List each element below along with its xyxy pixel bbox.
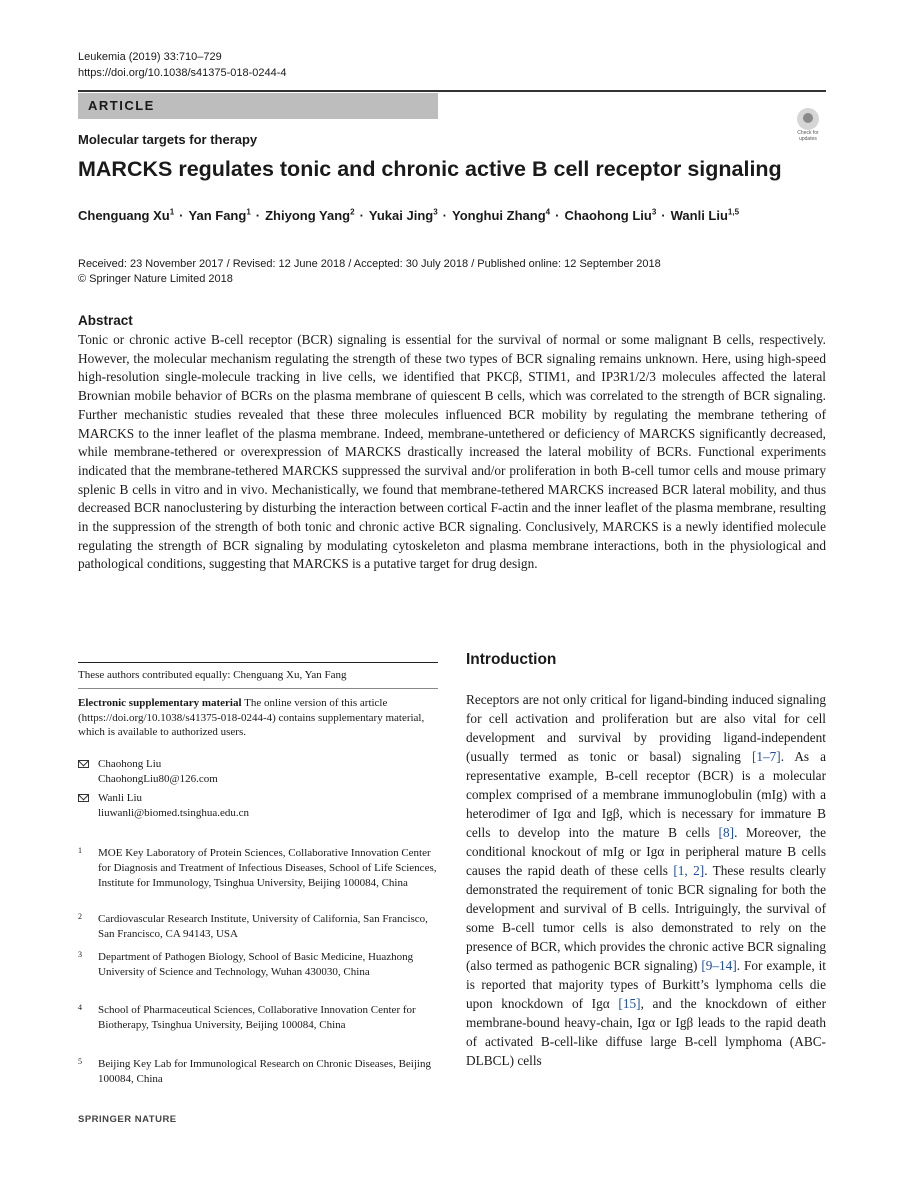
author-name[interactable]: Chenguang Xu$^1$: [78, 208, 175, 224]
affiliation-text: Cardiovascular Research Institute, University of California, San Francisco, San Francisco, CA 94143, USA: [98, 913, 428, 940]
envelope-icon: [78, 760, 89, 768]
introduction-heading: Introduction: [466, 651, 557, 668]
doi-link[interactable]: https://doi.org/10.1038/s41375-018-0244-4: [78, 67, 287, 79]
envelope-icon: [78, 794, 89, 802]
author-separator: ·: [555, 208, 560, 224]
author-name[interactable]: Yukai Jing$^3$: [368, 208, 438, 224]
publication-dates: Received: 23 November 2017 / Revised: 12 June 2018 / Accepted: 30 July 2018 / Published online: 12 September 2018: [78, 258, 661, 270]
author-separator: ·: [359, 208, 364, 224]
abstract-heading: Abstract: [78, 313, 133, 328]
publisher-logo: SPRINGER NATURE: [78, 1114, 177, 1125]
author-name[interactable]: Zhiyong Yang$^2$: [265, 208, 355, 224]
author-name[interactable]: Wanli Liu$^{1,5}$: [670, 208, 740, 224]
author-separator: ·: [661, 208, 666, 224]
author-separator: ·: [442, 208, 448, 224]
contact-email[interactable]: ChaohongLiu80@126.com: [98, 773, 218, 785]
contact-name: Wanli Liu: [98, 792, 143, 804]
author-name[interactable]: Yonghui Zhang$^4$: [452, 208, 551, 224]
section-label: Molecular targets for therapy: [78, 132, 258, 147]
esm-text: The online version of this article (https://doi.org/10.1038/s41375-018-0244-4) contains supplementary material, which is available to authorized users.: [78, 697, 425, 738]
citation-link[interactable]: [1, 2]: [673, 863, 705, 878]
author-name[interactable]: Yan Fang$^1$: [188, 208, 251, 224]
citation-link[interactable]: [1–7]: [751, 749, 781, 764]
affiliation-text: MOE Key Laboratory of Protein Sciences, Collaborative Innovation Center for Diagnosis and Treatment of Infectious Diseases, School of Life Sciences, Institute for Immunology, Tsinghua University, Beijing 100084, China: [98, 847, 437, 889]
article-type-label: ARTICLE: [88, 98, 155, 113]
affiliation-number: 3: [78, 950, 82, 959]
journal-citation: Leukemia (2019) 33:710–729: [78, 51, 222, 63]
affiliation-number: 5: [78, 1057, 82, 1066]
author-name[interactable]: Chaohong Liu$^3$: [564, 208, 657, 224]
esm-label: Electronic supplementary material: [78, 697, 242, 709]
article-type-bar: [78, 93, 438, 119]
footnote-rule: [78, 662, 438, 663]
equal-contribution-note: These authors contributed equally: Chenguang Xu, Yan Fang: [78, 669, 347, 681]
article-title: MARCKS regulates tonic and chronic active B cell receptor signaling: [78, 157, 782, 181]
author-separator: ·: [255, 208, 261, 224]
citation-link[interactable]: [9–14]: [701, 958, 737, 973]
affiliation-number: 2: [78, 912, 82, 921]
footnote-divider: [78, 688, 438, 689]
affiliation-number: 1: [78, 846, 82, 855]
check-for-updates-badge[interactable]: [790, 108, 826, 144]
introduction-text: Receptors are not only critical for ligand-binding induced signaling for cell activation and proliferation but are also vital for cell development and survival by providing ligand-independent (usually termed as tonic or basal) signaling [1–7]. As a representative example, B-cell receptor (BCR) is a molecular complex comprised of a membrane immunoglobulin (mIg) with a heterodimer of Igα and Igβ, which is necessary for immature B cells to develop into the mature B cells [8]. Moreover, the conditional knockout of mIg or Igα in peripheral mature B cells causes the rapid death of these cells [1, 2]. These results clearly demonstrated the requirement of tonic BCR signaling for both the development and survival of B cells. Intriguingly, the survival of some B-cell tumor cells is also demonstrated to rely on the presence of BCR, which provides the chronic active BCR signaling (also termed as pathogenic BCR signaling) [9–14]. For example, it is reported that majority types of Burkitt’s lymphoma cells die upon knockdown of Igα [15], and the knockdown of either membrane-bound heavy-chain, Igα or Igβ leads to the rapid death of activated B-cell-like diffuse large B-cell lymphoma (ABC-DLBCL) cells: [466, 692, 827, 1068]
affiliation-number: 4: [78, 1003, 82, 1012]
contact-name: Chaohong Liu: [98, 758, 162, 770]
supplementary-material-note: [78, 696, 438, 740]
contact-email[interactable]: liuwanli@biomed.tsinghua.edu.cn: [98, 807, 249, 819]
affiliation-text: School of Pharmaceutical Sciences, Collaborative Innovation Center for Biotherapy, Tsinghua University, Beijing 100084, China: [98, 1004, 416, 1031]
abstract-text: Tonic or chronic active B-cell receptor (BCR) signaling is essential for the survival of normal or some malignant B cells, respectively. However, the molecular mechanism regulating the strength of these two types of BCR signaling remains unknown. Here, using high-speed high-resolution single-molecule tracking in live cells, we identified that PKCβ, STIM1, and IP3R1/2/3 molecules affected the lateral Brownian mobile behavior of BCRs on the plasma membrane of quiescent B cells, which was correlated to the strength of BCR signaling. Further mechanistic studies revealed that these three molecules influenced BCR mobility by regulating the membrane tethering of MARCKS to the inner leaflet of the plasma membrane. Indeed, membrane-untethered or deficiency of MARCKS significantly decreased, while membrane-tethered or overexpression of MARCKS drastically increased the lateral mobility of BCRs. Functional experiments indicated that the membrane-tethered MARCKS suppressed the survival and/or proliferation in both B-cell tumor cells and mouse primary splenic B cells in vitro and in vivo. Mechanistically, we found that membrane-tethered MARCKS increased BCR lateral mobility, and thus decreased BCR nanoclustering by disturbing the interaction between cortical F-actin and the inner leaflet of the plasma membrane, resulting in the suppression of the strength of both tonic and chronic active BCR signaling. Conclusively, MARCKS is a newly identified molecule regulating the strength of BCR signaling by modulating cytoskeleton and plasma membrane interactions, both in the physiological and pathological conditions, suggesting that MARCKS is a putative target for drug design.: [78, 332, 826, 572]
citation-link[interactable]: [15]: [618, 996, 641, 1011]
check-updates-label: Check for updates: [797, 130, 819, 142]
copyright-notice: © Springer Nature Limited 2018: [78, 273, 233, 285]
author-separator: ·: [179, 208, 184, 224]
affiliation-text: Beijing Key Lab for Immunological Research on Chronic Diseases, Beijing 100084, China: [98, 1058, 431, 1085]
citation-link[interactable]: [8]: [718, 825, 735, 840]
affiliation-text: Department of Pathogen Biology, School of Basic Medicine, Huazhong University of Science and Technology, Wuhan 430030, China: [98, 951, 414, 978]
author-list: [78, 208, 739, 223]
header-rule: [78, 90, 826, 92]
check-updates-icon: [797, 108, 819, 130]
